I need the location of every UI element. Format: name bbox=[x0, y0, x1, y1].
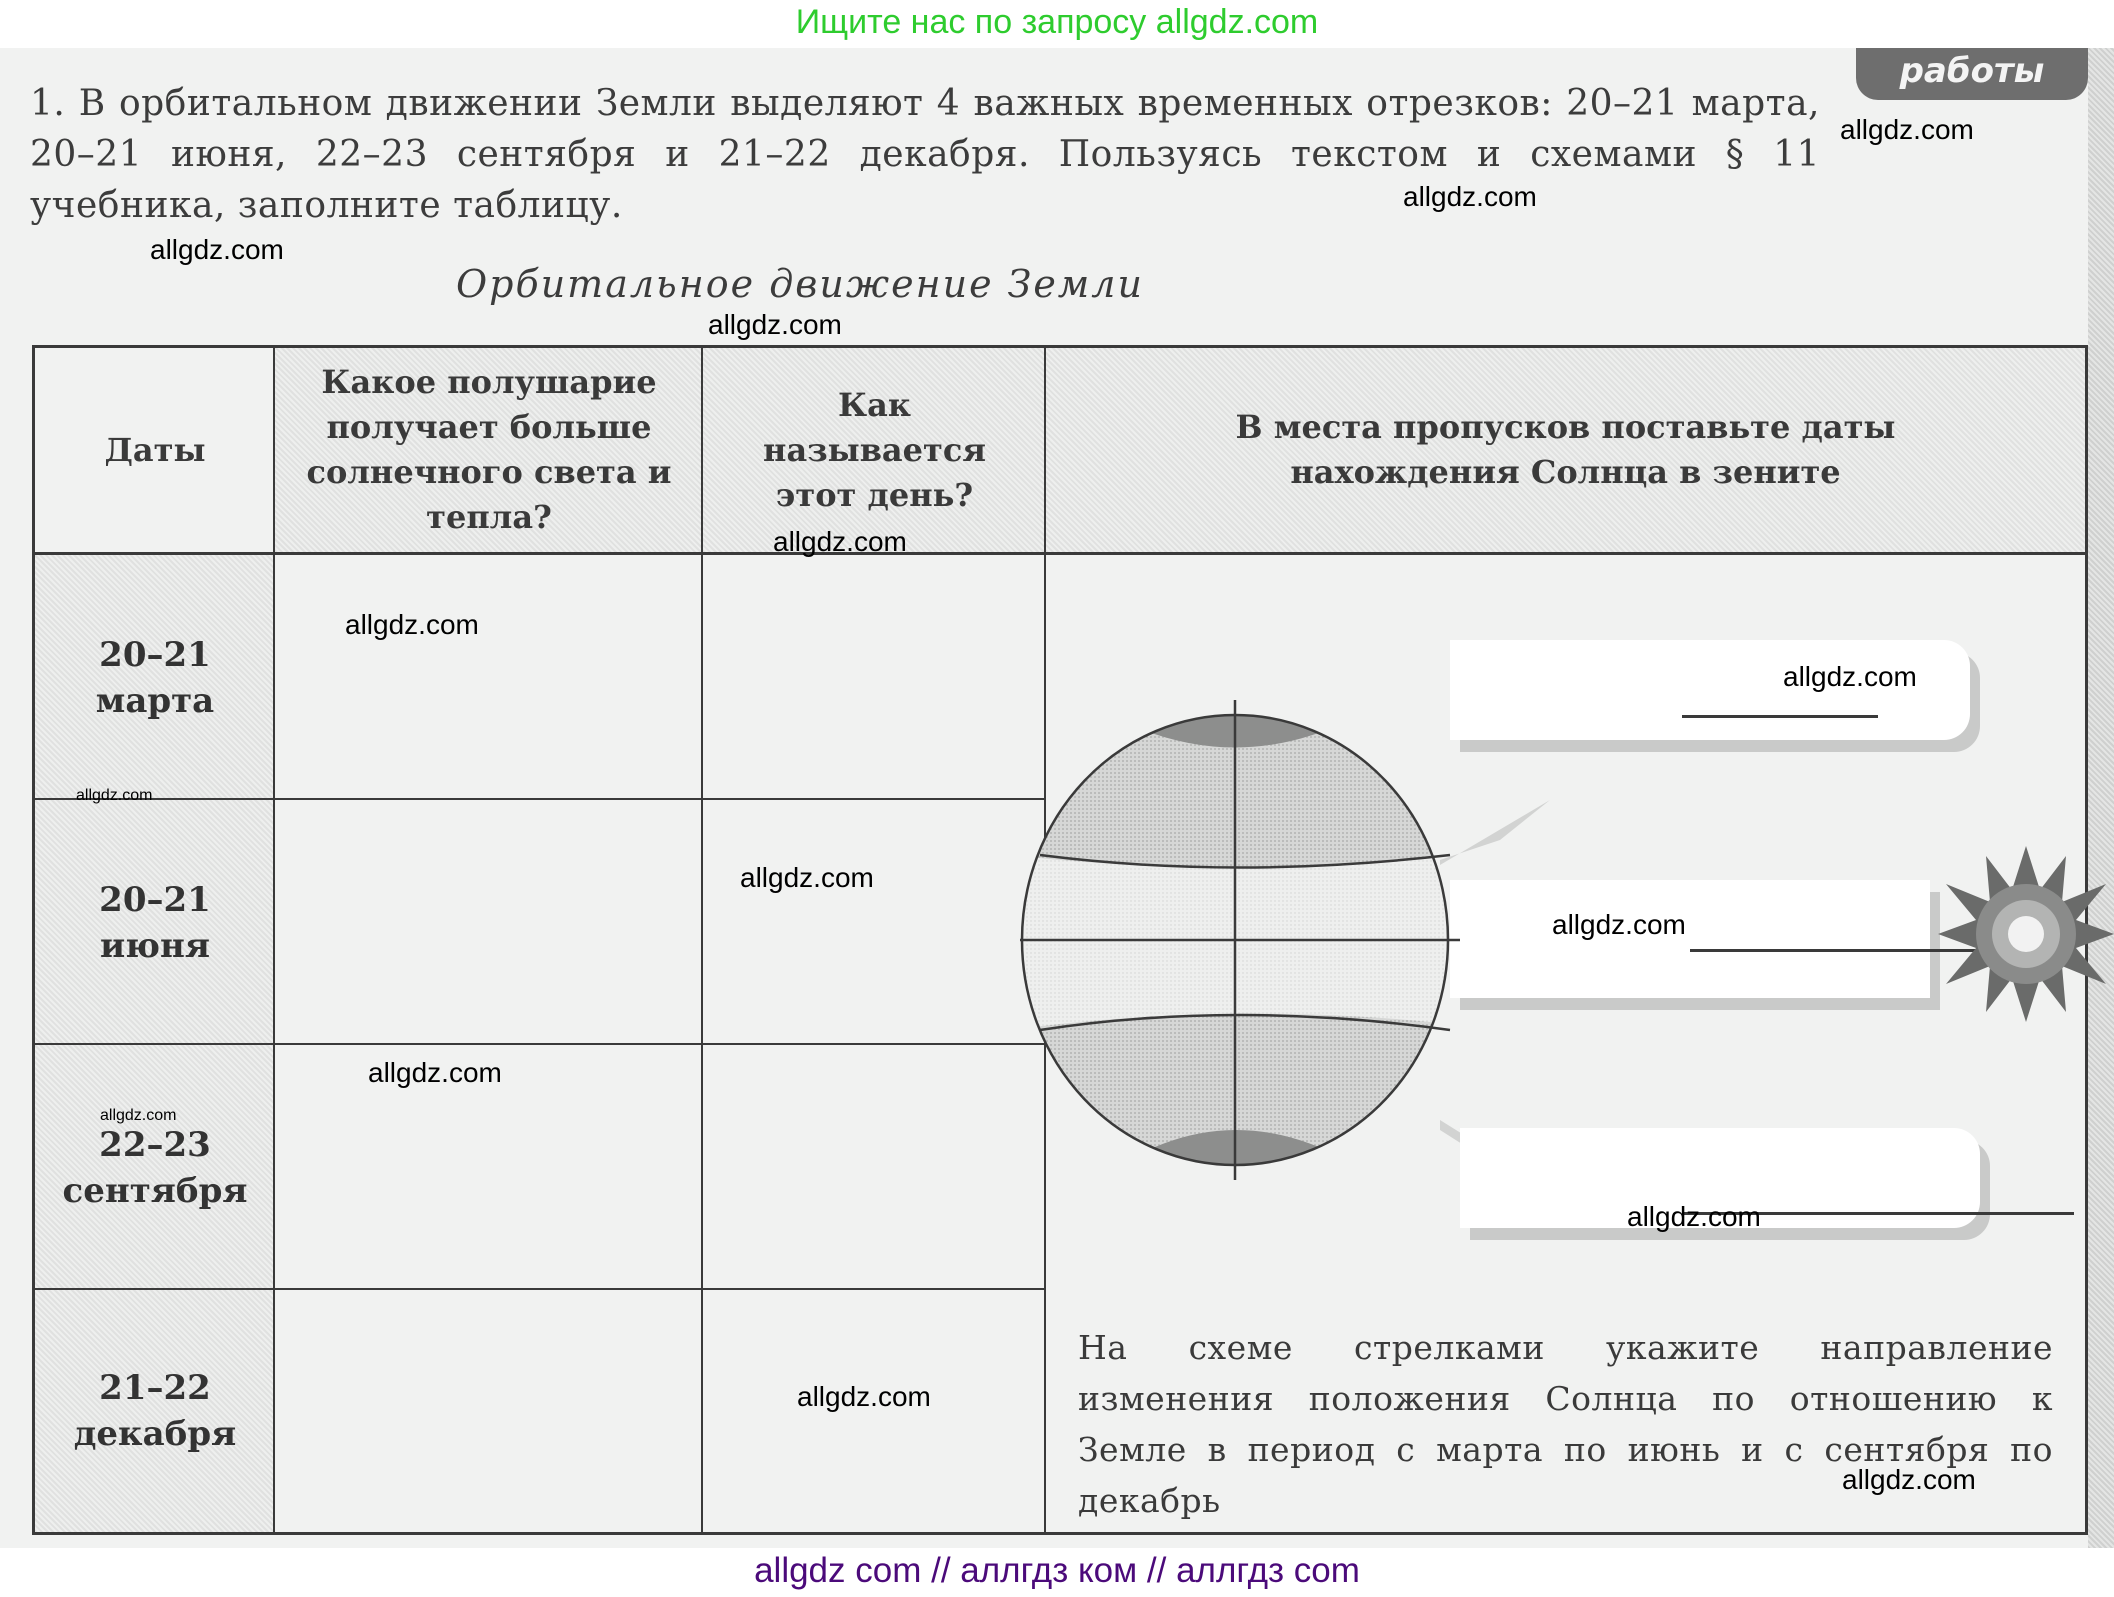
watermark-bottom: allgdz com // аллгдз ком // аллгдз com bbox=[754, 1551, 1360, 1590]
table-caption: Орбитальное движение Земли bbox=[456, 262, 1144, 306]
row-date-june: 20–21 июня bbox=[35, 800, 275, 1045]
watermark-overlay: allgdz.com bbox=[76, 787, 153, 804]
watermark-overlay: allgdz.com bbox=[773, 526, 907, 557]
row-date-december: 21–22 декабря bbox=[35, 1290, 275, 1532]
watermark-overlay: allgdz.com bbox=[345, 609, 479, 640]
page-edge bbox=[2088, 48, 2114, 1548]
watermark-overlay: allgdz.com bbox=[1783, 661, 1917, 692]
answer-hemisphere-march[interactable] bbox=[277, 555, 703, 800]
answer-day-name-june[interactable] bbox=[705, 800, 1046, 1045]
grid-line bbox=[701, 348, 703, 1532]
watermark-overlay: allgdz.com bbox=[100, 1107, 177, 1124]
watermark-overlay: allgdz.com bbox=[1627, 1201, 1761, 1232]
row-date-september: 22–23 сентября bbox=[35, 1045, 275, 1290]
watermark-overlay: allgdz.com bbox=[797, 1381, 931, 1412]
watermark-overlay: allgdz.com bbox=[708, 309, 842, 340]
grid-line bbox=[35, 1288, 1045, 1290]
answer-hemisphere-december[interactable] bbox=[277, 1290, 703, 1532]
grid-line bbox=[35, 1043, 1045, 1045]
header-hemisphere: Какое полушарие получает больше солнечного света и тепла? bbox=[275, 348, 703, 555]
watermark-overlay: allgdz.com bbox=[740, 862, 874, 893]
watermark-top: Ищите нас по запросу allgdz.com bbox=[795, 3, 1319, 41]
watermark-overlay: allgdz.com bbox=[1842, 1464, 1976, 1495]
zenith-date-blank-north[interactable] bbox=[1682, 715, 1878, 718]
watermark-overlay: allgdz.com bbox=[1552, 909, 1686, 940]
task-text bbox=[30, 78, 1820, 231]
section-tab: работы bbox=[1856, 48, 2088, 100]
grid-line bbox=[35, 798, 1045, 800]
task-body: В орбитальном движении Земли выделяют 4 важных временных отрезков: 20–21 марта, 20–21 июня, 22–23 сентября и 21–22 декабря. Пользуясь текстом и схемами § 11 учебника, заполните таблицу. bbox=[30, 83, 1820, 226]
answer-day-name-september[interactable] bbox=[705, 1045, 1046, 1290]
watermark-overlay: allgdz.com bbox=[1840, 114, 1974, 145]
globe-icon bbox=[1010, 700, 1460, 1180]
callout-middle bbox=[1450, 880, 1930, 998]
watermark-overlay: allgdz.com bbox=[150, 234, 284, 265]
header-dates: Даты bbox=[35, 348, 275, 555]
header-zenith: В места пропусков поставьте даты нахождения Солнца в зените bbox=[1046, 348, 2085, 555]
grid-line bbox=[273, 348, 275, 1532]
answer-hemisphere-june[interactable] bbox=[277, 800, 703, 1045]
watermark-overlay: allgdz.com bbox=[1403, 181, 1537, 212]
diagram-instruction: На схеме стрелками укажите направление изменения положения Солнца по отношению к Земле в период с марта по июнь и с сентября по декабрь bbox=[1078, 1328, 2053, 1520]
answer-day-name-march[interactable] bbox=[705, 555, 1046, 800]
task-number: 1. bbox=[30, 83, 66, 124]
sun-icon bbox=[1938, 846, 2114, 1022]
row-date-march: 20–21 марта bbox=[35, 555, 275, 800]
header-day-name: Как называется этот день? bbox=[703, 348, 1046, 555]
watermark-overlay: allgdz.com bbox=[368, 1057, 502, 1088]
